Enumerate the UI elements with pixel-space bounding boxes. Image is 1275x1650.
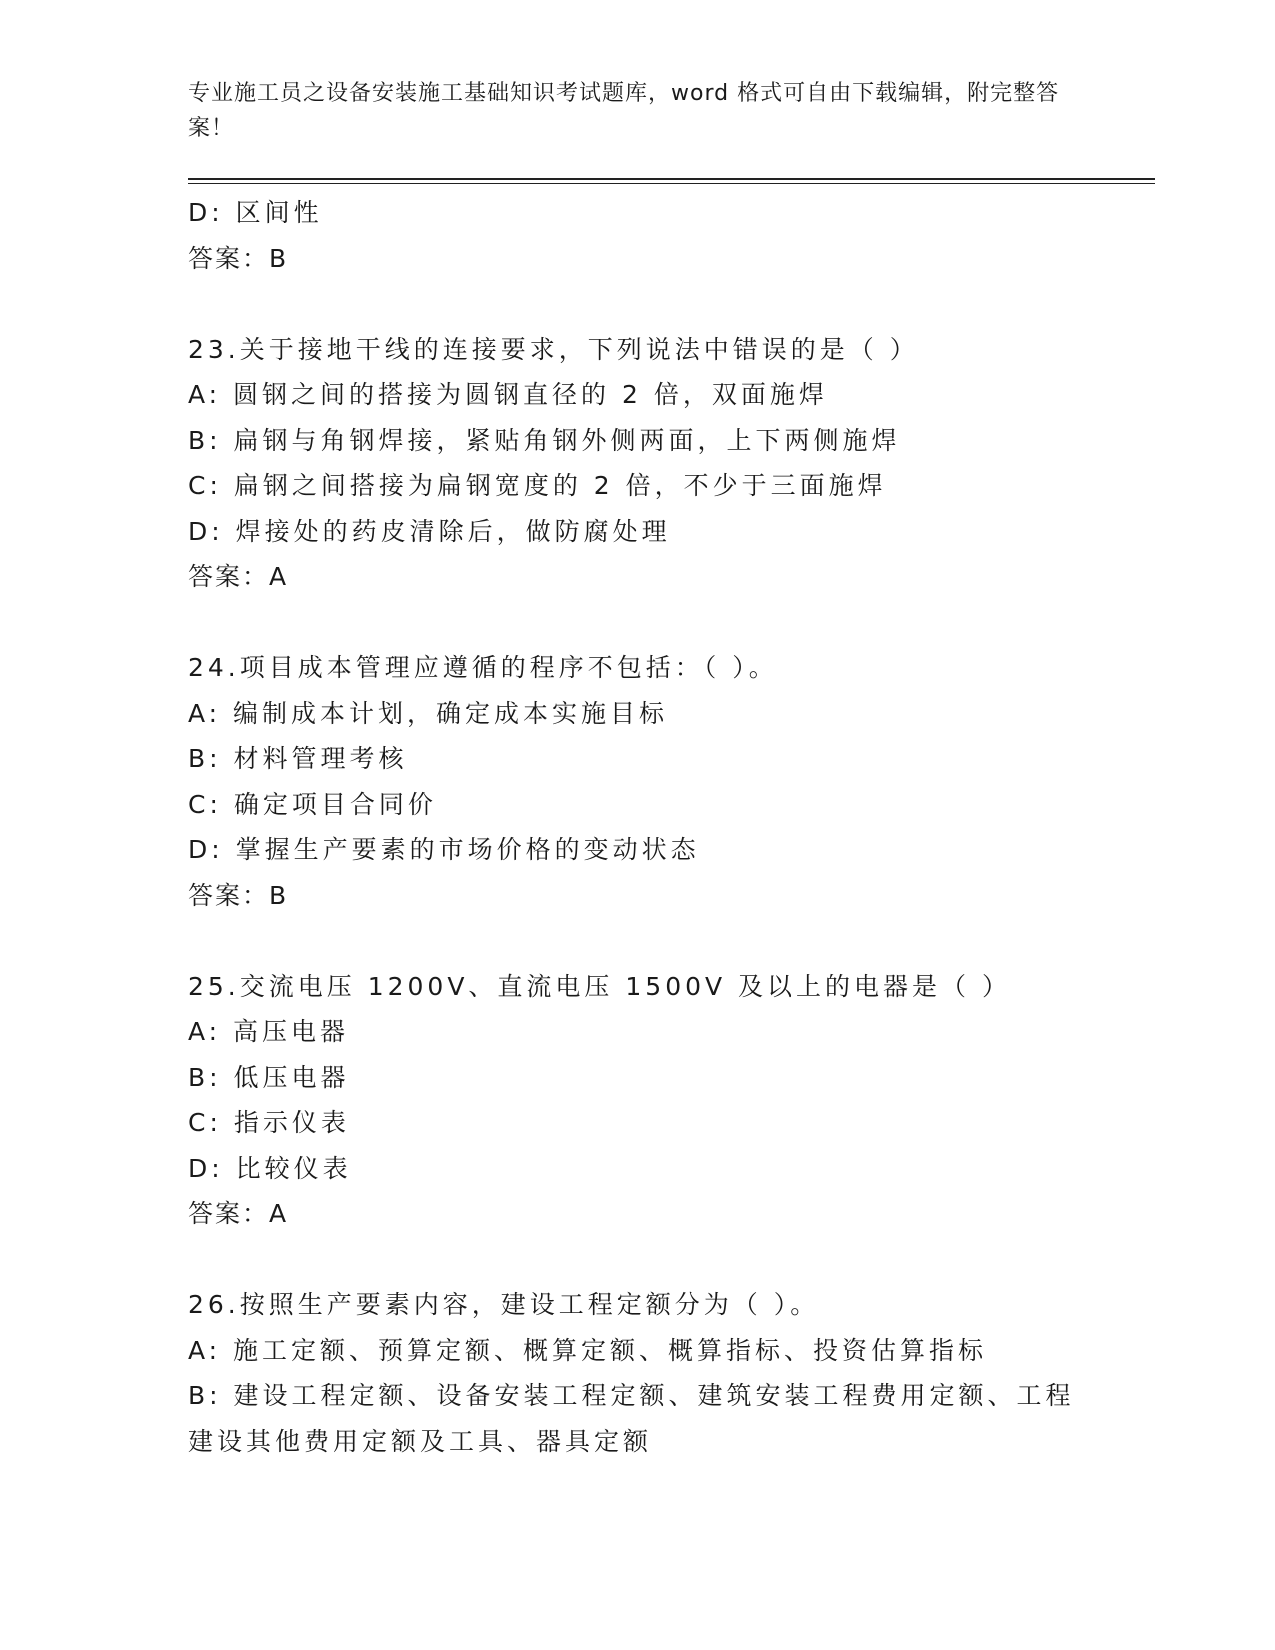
answer: 答案：B [188,243,289,273]
option-d: D: 焊接处的药皮清除后，做防腐处理 [188,516,671,546]
answer: 答案：B [188,880,289,910]
question-26 [188,1282,1088,1464]
option-c: C: 确定项目合同价 [188,789,437,819]
question-stem: 24.项目成本管理应遵循的程序不包括：（ ）。 [188,653,778,682]
option-d: D: 掌握生产要素的市场价格的变动状态 [188,835,700,864]
question-25 [188,964,1088,1237]
option-a: A: 编制成本计划，确定成本实施目标 [188,698,669,728]
option-a: A: 施工定额、预算定额、概算定额、概算指标、投资估算指标 [188,1335,988,1365]
answer: 答案：A [188,1199,289,1228]
page-header: 专业施工员之设备安装施工基础知识考试题库，word 格式可自由下载编辑，附完整答案！ [188,81,1060,141]
question-list [188,190,1088,1464]
spacer [188,600,1088,646]
question-24 [188,645,1088,918]
previous-question-tail [188,190,1088,281]
option-b: B: 材料管理考核 [188,744,408,773]
header-rule [188,178,1155,180]
question-stem: 25.交流电压 1200V、直流电压 1500V 及以上的电器是（ ） [188,971,1011,1001]
option-b: B: 扁钢与角钢焊接，紧贴角钢外侧两面，上下两侧施焊 [188,425,901,455]
option-b: B: 建设工程定额、设备安装工程定额、建筑安装工程费用定额、工程建设其他费用定额及工具、器具定额 [188,1381,1075,1456]
option-c: C: 指示仪表 [188,1108,350,1137]
option-b: B: 低压电器 [188,1062,350,1092]
option-d: D: 比较仪表 [188,1153,352,1183]
question-23 [188,327,1088,600]
option-d: D: 区间性 [188,198,323,227]
option-a: A: 高压电器 [188,1017,350,1046]
header-rule-thin [188,183,1155,184]
option-a: A: 圆钢之间的搭接为圆钢直径的 2 倍，双面施焊 [188,380,828,409]
spacer [188,1237,1088,1283]
answer: 答案：A [188,562,289,591]
question-stem: 23.关于接地干线的连接要求，下列说法中错误的是（ ） [188,334,919,364]
spacer [188,918,1088,964]
option-c: C: 扁钢之间搭接为扁钢宽度的 2 倍，不少于三面施焊 [188,471,887,500]
spacer [188,281,1088,327]
question-stem: 26.按照生产要素内容，建设工程定额分为（ ）。 [188,1290,820,1319]
